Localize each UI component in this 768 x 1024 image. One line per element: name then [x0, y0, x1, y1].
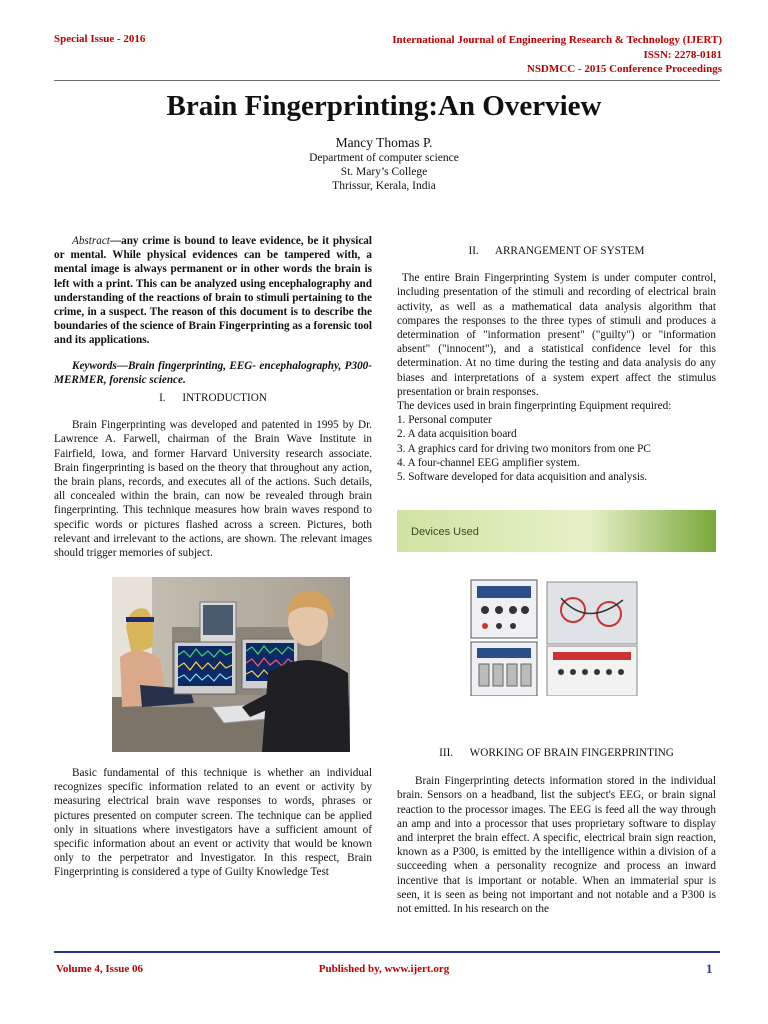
abstract-label: Abstract	[72, 235, 110, 247]
working-paragraph: Brain Fingerprinting detects information stored in the individual brain. Sensors on a headband, list the subject's EEG, or brain signal reaction to the processor images. The EEG is feed all the way through an amp and into a processor that uses proprietary software to display and interpret the brain effect. A specific, electrical brain sign reaction, known as a P300, is emitted by the intelligence within a division of a succeeding when a personality recognize and process an inward incentive that is important or notable. When an immaterial spur is seen, it is seen as being not important and not notable and a P300 is not emitted. In his research on the	[397, 775, 716, 916]
right-column-bottom	[397, 746, 716, 916]
devices-used-banner-text: Devices Used	[411, 526, 479, 538]
brain-fingerprinting-photo	[112, 577, 350, 752]
arrangement-paragraph: The entire Brain Fingerprinting System is under computer control, including presentation of the stimuli and recording of electrical brain activity, as well as a mathematical data analysis algorithm that compares the responses to the three types of stimuli and produces a determination of "information present" ("guilty") or "information absent" ("innocent"), and a statistical confidence level for this determination. At no time during the testing and data analysis do any biases and interpretations of a system expert affect the stimulus presentation or brain responses.	[397, 272, 719, 398]
header-proceedings: NSDMCC - 2015 Conference Proceedings	[526, 63, 722, 75]
introduction-paragraph-2: Basic fundamental of this technique is whether an individual recognizes specific information related to an event or activity by measuring electrical brain wave responses to words, phrases or pictures presented on computer screen. The technique can be applied only in situations where investigators have a sufficient amount of specific information about an event or activity that would be known only to the perpetrator and Investigator. In this respect, Brain Fingerprinting is considered a type of Guilty Knowledge Test	[54, 767, 372, 879]
abstract-text: —any crime is bound to leave evidence, be it physical or mental. While physical evidences can be tampered with, a mental image is always permanent or in other words the brain is left with a print. This can be analyzed using encephalography and understanding of the reactions of brain to stimuli pertaining to the crime, in a suspect. The reason of this document is to describe the boundaries of the science of Brain Fingerprinting as a forensic tool and its applications.	[54, 235, 373, 347]
abstract	[54, 234, 372, 348]
header-journal-name: International Journal of Engineering Research & Technology (IJERT)	[392, 34, 722, 46]
section-heading-working: III. WORKING OF BRAIN FINGERPRINTING	[439, 747, 674, 759]
keywords-label: Keywords	[72, 359, 117, 372]
header-special-issue: Special Issue - 2016	[54, 33, 146, 45]
list-item: 4. A four-channel EEG amplifier system.	[397, 456, 580, 469]
devices-list	[397, 413, 716, 484]
footer-volume: Volume 4, Issue 06	[56, 963, 143, 975]
keywords	[54, 359, 372, 387]
left-column-bottom	[54, 766, 372, 880]
author-college: St. Mary’s College	[340, 166, 428, 178]
keywords-text: —Brain fingerprinting, EEG- encephalography, P300-MERMER, forensic science.	[54, 359, 372, 386]
section-heading-arrangement: II. ARRANGEMENT OF SYSTEM	[468, 245, 645, 257]
right-column-top	[397, 244, 719, 484]
left-column-top	[54, 234, 372, 560]
page-number: 1	[706, 961, 713, 976]
introduction-paragraph-1: Brain Fingerprinting was developed and patented in 1995 by Dr. Lawrence A. Farwell, chairman of the Brain Wave Institute in Fairfield, Iowa, and former Harvard University research associate. Brain fingerprinting is based on the theory that throughout any action, the brain plans, records, and executes all of the actions. Such details, all concealed within the brain, can now be revealed through brain fingerprinting. This technique measures how brain waves respond to specific words or pictures flashed across a screen. Pictures, both relevant and irrelevant to the actions, are shown. The relevant images should trigger memories of subject.	[54, 419, 372, 560]
paper-title: Brain Fingerprinting:An Overview	[166, 90, 602, 122]
photo-illustration	[112, 577, 350, 752]
list-item: 3. A graphics card for driving two monitors from one PC	[397, 442, 651, 455]
list-item: 1. Personal computer	[397, 414, 492, 427]
devices-intro: The devices used in brain fingerprinting Equipment required:	[397, 400, 672, 413]
header-issn: ISSN: 2278-0181	[643, 48, 722, 61]
footer-published-by: Published by, www.ijert.org	[318, 963, 450, 975]
list-item: 2. A data acquisition board	[397, 428, 517, 441]
devices-used-figure	[397, 510, 716, 696]
footer-divider	[54, 951, 720, 953]
author-location: Thrissur, Kerala, India	[332, 180, 436, 192]
header-divider	[54, 80, 720, 81]
paper-author: Mancy Thomas P.	[335, 135, 433, 150]
section-heading-introduction: I. INTRODUCTION	[159, 392, 267, 405]
author-department: Department of computer science	[309, 152, 459, 164]
header-journal-info	[392, 33, 722, 77]
list-item: 5. Software developed for data acquisition and analysis.	[397, 471, 648, 484]
